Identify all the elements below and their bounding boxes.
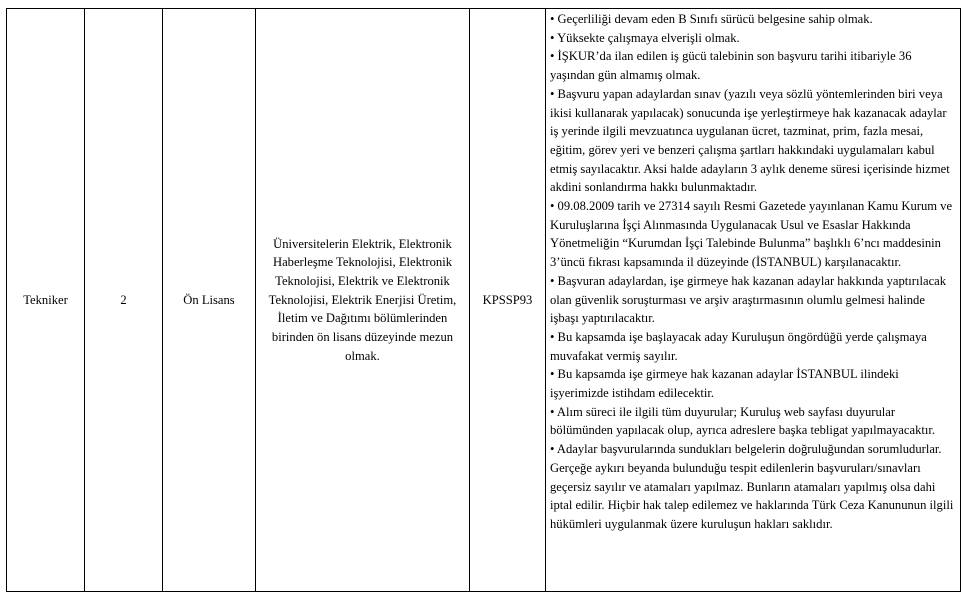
requirement-item: • Geçerliliği devam eden B Sınıfı sürücü belgesine sahip olmak. [550,12,873,26]
requirement-item: • Bu kapsamda işe başlayacak aday Kuruluşun öngördüğü yerde çalışmaya muvafakat vermiş sayılır. [550,329,927,363]
table-row [7,9,961,592]
qualification-cell: Üniversitelerin Elektrik, Elektronik Haberleşme Teknolojisi, Elektronik Teknolojisi, Elektrik ve Elektronik Teknolojisi, Elektrik Enerjisi Üretim, İletim ve Dağıtımı bölümlerinden birinden ön lisans düzeyinde mezun olmak. [256,9,470,592]
education-cell: Ön Lisans [163,9,256,592]
requirements-cell [546,9,961,592]
exam-type-cell: KPSSP93 [470,9,546,592]
position-cell: Tekniker [7,9,85,592]
requirement-item: • Başvuru yapan adaylardan sınav (yazılı veya sözlü yöntemlerinden biri veya ikisi kullanarak yapılacak) sonucunda işe yerleştirmeye hak kazanacak adaylar iş yerinde ilgili mevzuatınca uygulanan ücret, tazminat, prim, fazla mesai, eğitim, görev yeri ve benzeri çalışma şartları hakkındaki uygulamaları kabul etmiş sayılacaktır. Aksi halde adayların 3 aylık deneme süresi içerisinde hizmet akdini sonlandırma hakkı bulunmaktadır. [550,86,950,195]
requirement-item: • Yüksekte çalışmaya elverişli olmak. [550,30,740,45]
requirement-item: • 09.08.2009 tarih ve 27314 sayılı Resmi Gazetede yayınlanan Kamu Kurum ve Kuruluşlarına İşçi Alınmasında Uygulanacak Usul ve Esaslar Hakkında Yönetmeliğin “Kurumdan İşçi Talebinde Bulunma” başlıklı 6’ncı maddesinin 3’üncü fıkrası kapsamında il düzeyinde (İSTANBUL) karşılanacaktır. [550,199,953,270]
count-cell: 2 [85,9,163,592]
requirement-item: • İŞKUR’da ilan edilen iş gücü talebinin son başvuru tarihi itibariyle 36 yaşından gün almamış olmak. [550,49,912,83]
requirement-item: • Alım süreci ile ilgili tüm duyurular; Kuruluş web sayfası duyurular bölümünden yapılacak olup, ayrıca adreslere başka tebligat yapılmayacaktır. [550,404,936,438]
requirement-item: • Bu kapsamda işe girmeye hak kazanan adaylar İSTANBUL ilindeki işyerimizde istihdam edilecektir. [550,367,899,401]
job-posting-table [6,8,961,592]
requirement-item: • Adaylar başvurularında sundukları belgelerin doğruluğundan sorumludurlar. Gerçeğe aykırı beyanda bulunduğu tespit edilenlerin başvuruları/sınavları geçersiz sayılır ve atamaları yapılmaz. Bunların atamaları yapılmış olsa dahi iptal edilir. Hiçbir hak talep edilemez ve haklarında Türk Ceza Kanununun ilgili hükümleri uygulanmak üzere kuruluşun hakları saklıdır. [550,442,954,531]
requirement-item: • Başvuran adaylardan, işe girmeye hak kazanan adaylar hakkında yaptırılacak olan güvenlik soruşturması ve arşiv araştırmasının olumlu gelmesi halinde işbaşı yaptırılacaktır. [550,273,947,326]
